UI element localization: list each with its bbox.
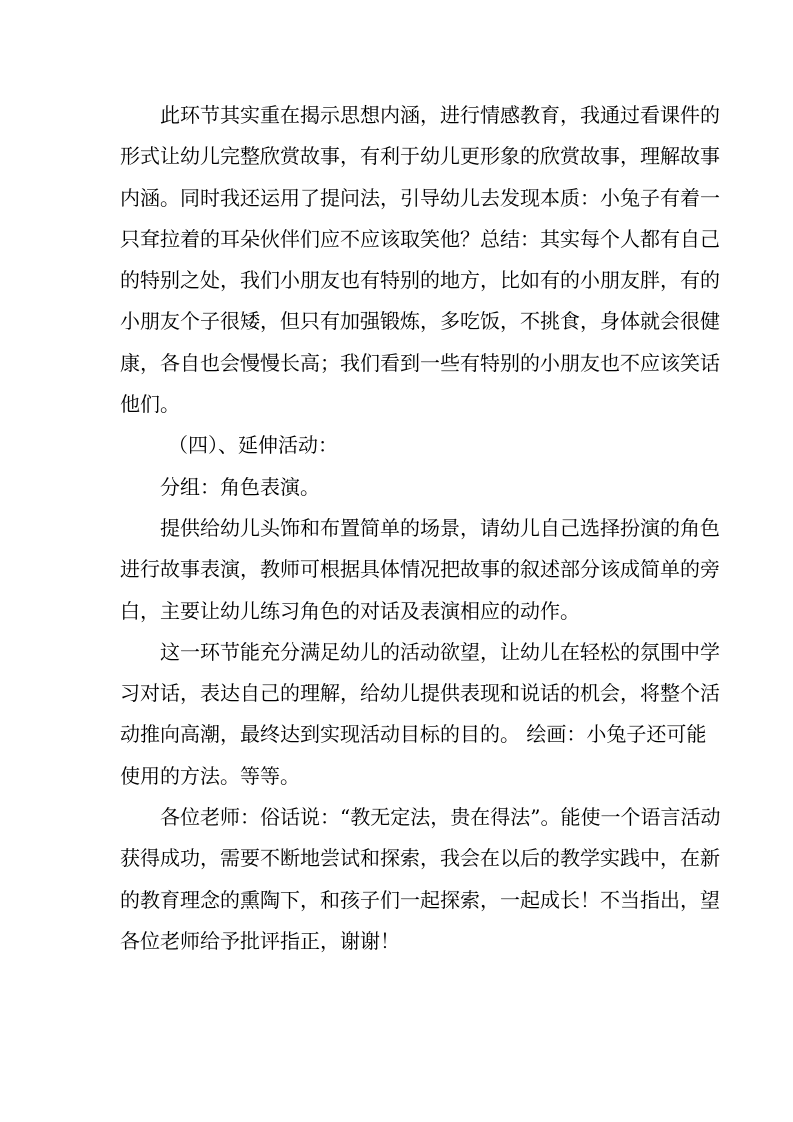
paragraph-line: 各位老师给予批评指正，谢谢！ bbox=[120, 928, 400, 953]
paragraph-line: 的特别之处，我们小朋友也有特别的地方，比如有的小朋友胖，有的 bbox=[120, 268, 720, 293]
paragraph-line: 形式让幼儿完整欣赏故事，有利于幼儿更形象的欣赏故事，理解故事 bbox=[120, 144, 720, 169]
section-heading: （四）、延伸活动： bbox=[168, 433, 338, 458]
paragraph-line: 康，各自也会慢慢长高；我们看到一些有特别的小朋友也不应该笑话 bbox=[120, 350, 720, 375]
document-body bbox=[120, 95, 721, 962]
paragraph-line: 获得成功，需要不断地尝试和探索，我会在以后的教学实践中，在新 bbox=[120, 846, 720, 871]
paragraph-line: 内涵。同时我还运用了提问法，引导幼儿去发现本质：小兔子有着一 bbox=[120, 185, 720, 210]
paragraph-line: 只耷拉着的耳朵伙伴们应不应该取笑他？总结：其实每个人都有自己 bbox=[120, 226, 720, 251]
paragraph-line: 这一环节能充分满足幼儿的活动欲望，让幼儿在轻松的氛围中学 bbox=[160, 639, 720, 664]
paragraph-line: 习对话，表达自己的理解，给幼儿提供表现和说话的机会，将整个活 bbox=[120, 681, 720, 706]
paragraph-line: 提供给幼儿头饰和布置简单的场景，请幼儿自己选择扮演的角色 bbox=[160, 515, 720, 540]
paragraph-line: 白，主要让幼儿练习角色的对话及表演相应的动作。 bbox=[120, 598, 580, 623]
paragraph-line: 进行故事表演，教师可根据具体情况把故事的叙述部分该成简单的旁 bbox=[120, 557, 720, 582]
paragraph-line: 他们。 bbox=[120, 392, 180, 417]
paragraph-line: 各位老师：俗话说：“教无定法，贵在得法”。能使一个语言活动 bbox=[160, 805, 721, 830]
paragraph-line: 使用的方法。等等。 bbox=[120, 763, 300, 788]
paragraph-line: 此环节其实重在揭示思想内涵，进行情感教育，我通过看课件的 bbox=[160, 103, 720, 127]
paragraph-line: 动推向高潮，最终达到实现活动目标的目的。 绘画：小兔子还可能 bbox=[120, 722, 707, 747]
paragraph-line: 分组：角色表演。 bbox=[160, 474, 320, 499]
paragraph-line: 小朋友个子很矮，但只有加强锻炼，多吃饭，不挑食，身体就会很健 bbox=[120, 309, 720, 334]
paragraph-line: 的教育理念的熏陶下，和孩子们一起探索，一起成长！不当指出，望 bbox=[120, 887, 720, 912]
